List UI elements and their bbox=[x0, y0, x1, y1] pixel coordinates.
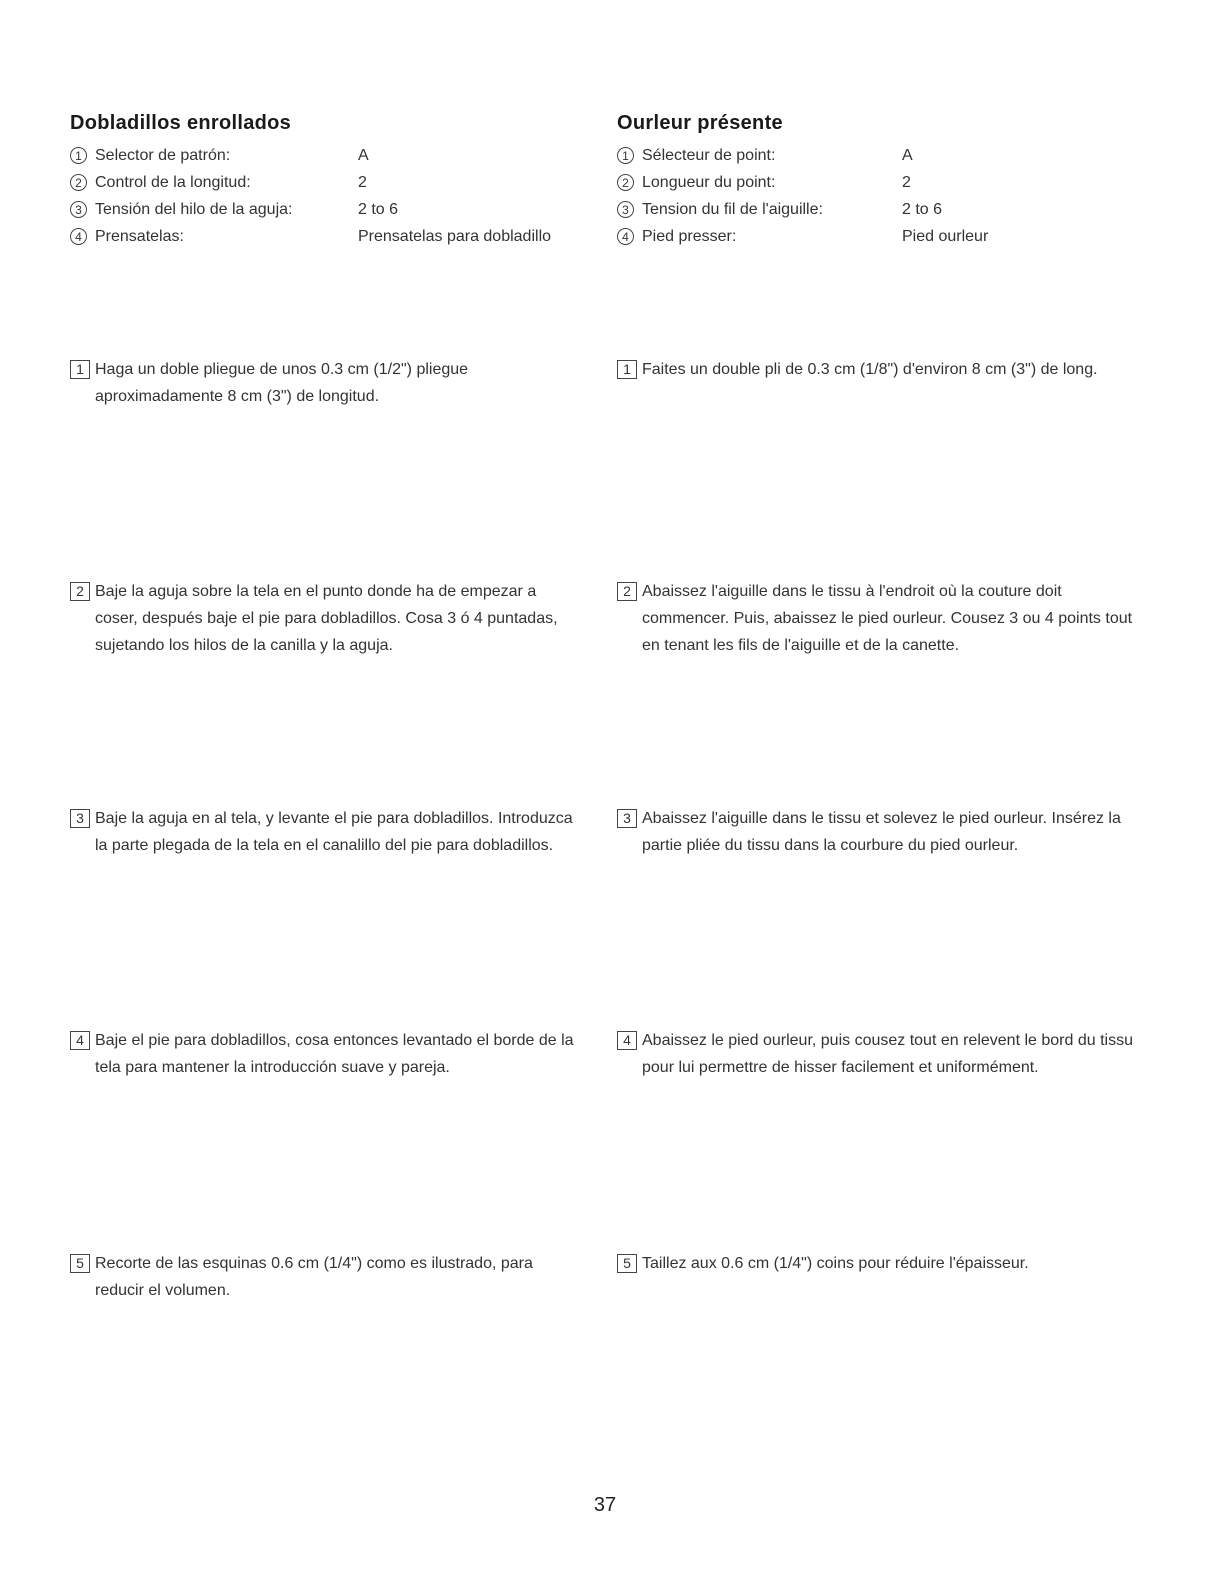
setting-label: Control de la longitud: bbox=[95, 173, 251, 191]
setting-row bbox=[70, 223, 590, 250]
step-text: Taillez aux 0.6 cm (1/4") coins pour réduire l'épaisseur. bbox=[642, 1255, 1029, 1272]
setting-value: Prensatelas para dobladillo bbox=[358, 227, 552, 245]
setting-value: 2 to 6 bbox=[358, 200, 399, 218]
step-number: 3 bbox=[617, 809, 637, 828]
step bbox=[70, 805, 590, 859]
setting-row bbox=[617, 142, 1147, 169]
circled-number: 3 bbox=[70, 201, 87, 218]
step-number: 4 bbox=[617, 1031, 637, 1050]
circled-number: 1 bbox=[70, 147, 87, 164]
setting-row bbox=[70, 142, 590, 169]
step-number: 1 bbox=[70, 360, 90, 379]
step-number: 1 bbox=[617, 360, 637, 379]
setting-label: Tension du fil de l'aiguille: bbox=[642, 200, 823, 218]
step-text: Abaissez l'aiguille dans le tissu à l'endroit où la couture doit commencer. Puis, abaissez le pied ourleur. Cousez 3 ou 4 points tout en tenant les fils de l'aiguille et de la canette. bbox=[642, 583, 1133, 654]
step-number: 2 bbox=[70, 582, 90, 601]
setting-value: Pied ourleur bbox=[902, 227, 989, 245]
step-text: Baje el pie para dobladillos, cosa entonces levantado el borde de la tela para mantener la introducción suave y pareja. bbox=[95, 1032, 574, 1076]
step bbox=[617, 578, 1147, 659]
section-title: Ourleur présente bbox=[617, 112, 783, 134]
step-text: Abaissez le pied ourleur, puis cousez tout en relevent le bord du tissu pour lui permettre de hisser facilement et uniformément. bbox=[642, 1032, 1133, 1076]
setting-value: 2 bbox=[358, 173, 367, 191]
settings-list bbox=[617, 142, 1147, 250]
circled-number: 1 bbox=[617, 147, 634, 164]
setting-row bbox=[70, 169, 590, 196]
step bbox=[617, 356, 1147, 383]
setting-value: A bbox=[358, 146, 369, 164]
setting-label: Sélecteur de point: bbox=[642, 146, 776, 164]
step-text: Recorte de las esquinas 0.6 cm (1/4") como es ilustrado, para reducir el volumen. bbox=[95, 1255, 533, 1299]
setting-value: 2 to 6 bbox=[902, 200, 943, 218]
setting-label: Tensión del hilo de la aguja: bbox=[95, 200, 293, 218]
page-number: 37 bbox=[593, 1494, 617, 1516]
setting-row bbox=[70, 196, 590, 223]
step bbox=[70, 578, 590, 659]
step bbox=[617, 805, 1147, 859]
step bbox=[70, 1027, 590, 1081]
section-title: Dobladillos enrollados bbox=[70, 112, 292, 134]
setting-value: 2 bbox=[902, 173, 911, 191]
setting-row bbox=[617, 196, 1147, 223]
setting-label: Selector de patrón: bbox=[95, 146, 231, 164]
step bbox=[70, 1250, 590, 1304]
setting-label: Longueur du point: bbox=[642, 173, 776, 191]
step bbox=[617, 1250, 1147, 1277]
step-text: Faites un double pli de 0.3 cm (1/8") d'environ 8 cm (3") de long. bbox=[642, 361, 1098, 378]
setting-row bbox=[617, 223, 1147, 250]
circled-number: 4 bbox=[70, 228, 87, 245]
step bbox=[617, 1027, 1147, 1081]
step-number: 5 bbox=[617, 1254, 637, 1273]
setting-value: A bbox=[902, 146, 913, 164]
step-number: 5 bbox=[70, 1254, 90, 1273]
circled-number: 3 bbox=[617, 201, 634, 218]
step-number: 4 bbox=[70, 1031, 90, 1050]
setting-label: Prensatelas: bbox=[95, 227, 184, 245]
step bbox=[70, 356, 590, 410]
step-text: Abaissez l'aiguille dans le tissu et solevez le pied ourleur. Insérez la partie pliée du tissu dans la courbure du pied ourleur. bbox=[642, 810, 1121, 854]
setting-row bbox=[617, 169, 1147, 196]
settings-list bbox=[70, 142, 590, 250]
setting-label: Pied presser: bbox=[642, 227, 737, 245]
circled-number: 2 bbox=[617, 174, 634, 191]
step-number: 3 bbox=[70, 809, 90, 828]
circled-number: 4 bbox=[617, 228, 634, 245]
circled-number: 2 bbox=[70, 174, 87, 191]
step-text: Baje la aguja sobre la tela en el punto donde ha de empezar a coser, después baje el pie para dobladillos. Cosa 3 ó 4 puntadas, sujetando los hilos de la canilla y la aguja. bbox=[95, 583, 558, 654]
step-text: Haga un doble pliegue de unos 0.3 cm (1/2") pliegue aproximadamente 8 cm (3") de longitud. bbox=[95, 361, 469, 405]
step-text: Baje la aguja en al tela, y levante el pie para dobladillos. Introduzca la parte plegada de la tela en el canalillo del pie para dobladillos. bbox=[95, 810, 573, 854]
step-number: 2 bbox=[617, 582, 637, 601]
